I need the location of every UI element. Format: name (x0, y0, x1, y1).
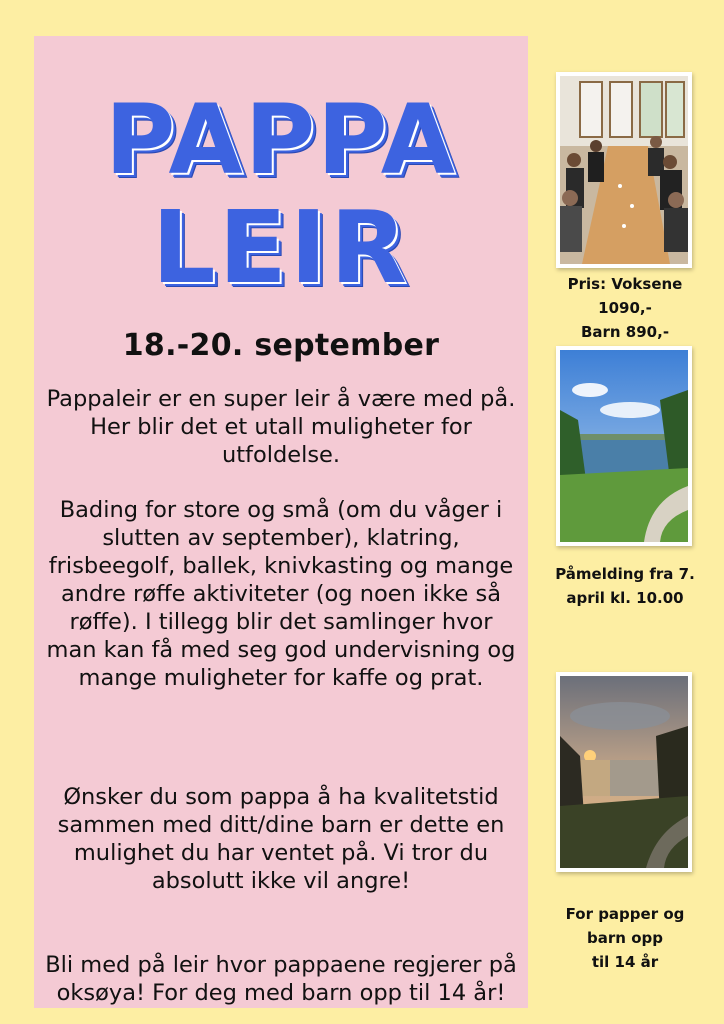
price-info (540, 272, 710, 344)
sunset-lake-photo (556, 672, 692, 872)
price-adults: Pris: Voksene (567, 275, 683, 293)
title-line-1: PAPPA (104, 84, 458, 196)
paragraph-intro: Pappaleir er en super leir å være med på. Her blir det et utall muligheter for utfoldelse. (46, 386, 516, 468)
price-adults-amount: 1090,- (598, 299, 652, 317)
group-at-table-photo (556, 72, 692, 268)
audience-line-3: til 14 år (591, 953, 659, 971)
paragraph-activities: Bading for store og små (om du våger i slutten av september), klatring, frisbeegolf, ballek, knivkasting og mange andre røffe aktiviteter (og noen ikke så røffe). I tillegg blir det samlinger hvor man kan få med seg god undervisning og mange muligheter for kaffe og prat. (46, 497, 516, 691)
event-date: 18.-20. september (122, 328, 440, 363)
price-children: Barn 890,- (580, 323, 670, 341)
registration-line-2: april kl. 10.00 (566, 589, 684, 607)
audience-line-1: For papper og (565, 905, 685, 923)
main-panel (34, 36, 528, 1008)
paragraph-quality-time: Ønsker du som pappa å ha kvalitetstid sammen med ditt/dine barn er dette en mulighet du har ventet på. Vi tror du absolutt ikke vil angre! (57, 784, 505, 894)
audience-line-2: barn opp (587, 929, 663, 947)
registration-line-1: Påmelding fra 7. (555, 565, 695, 583)
lake-shore-photo (556, 346, 692, 546)
title-line-2: LEIR (151, 189, 411, 306)
audience-info (540, 902, 710, 974)
registration-info (540, 562, 710, 610)
paragraph-invitation: Bli med på leir hvor pappaene regjerer på oksøya! For deg med barn opp til 14 år! (45, 952, 517, 1006)
